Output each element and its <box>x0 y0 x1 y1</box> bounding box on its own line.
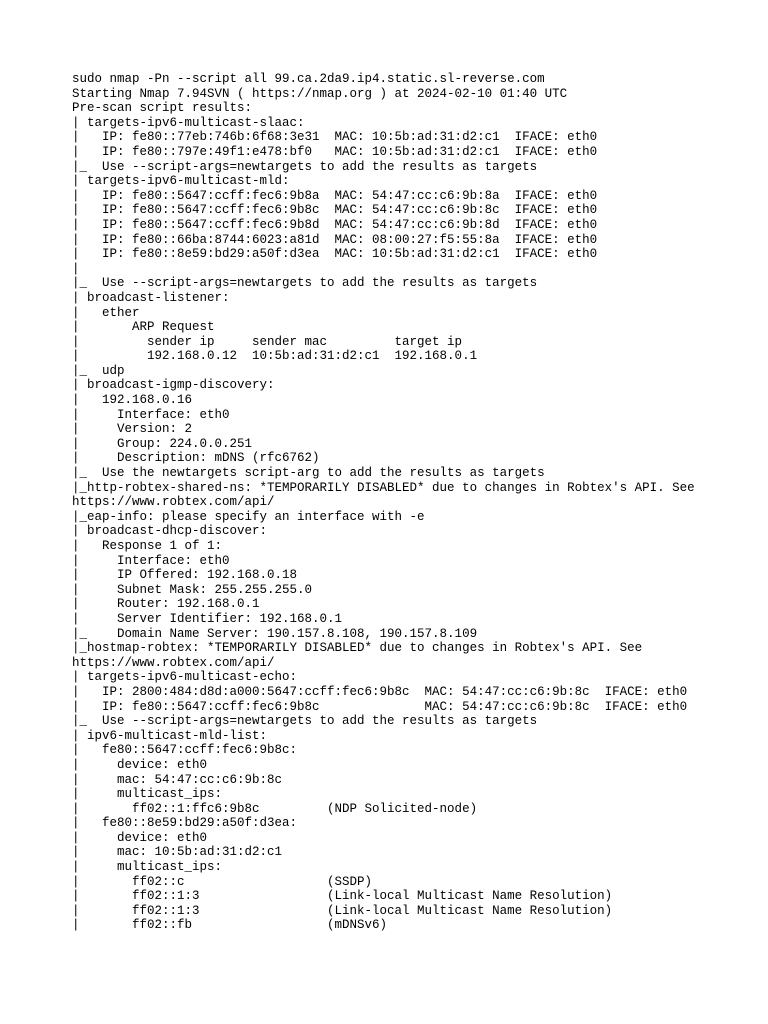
output-line: |_http-robtex-shared-ns: *TEMPORARILY DISABLED* due to changes in Robtex's API. See <box>72 480 695 495</box>
output-line: | targets-ipv6-multicast-slaac: <box>72 115 305 130</box>
output-line: https://www.robtex.com/api/ <box>72 655 275 670</box>
output-line: | broadcast-dhcp-discover: <box>72 524 268 539</box>
output-line: | IP: fe80::66ba:8744:6023:a81d MAC: 08:00:27:f5:55:8a IFACE: eth0 <box>72 232 598 247</box>
output-line: | IP: fe80::77eb:746b:6f68:3e31 MAC: 10:5b:ad:31:d2:c1 IFACE: eth0 <box>72 130 598 145</box>
output-line: | Router: 192.168.0.1 <box>72 597 260 612</box>
output-line: | Interface: eth0 <box>72 407 230 422</box>
output-line: | targets-ipv6-multicast-echo: <box>72 670 298 685</box>
output-line: | Subnet Mask: 255.255.255.0 <box>72 582 313 597</box>
output-line: | 192.168.0.16 <box>72 393 193 408</box>
output-line: | multicast_ips: <box>72 860 223 875</box>
output-line: | targets-ipv6-multicast-mld: <box>72 174 290 189</box>
output-line: |_ Use the newtargets script-arg to add the results as targets <box>72 466 545 481</box>
output-line: | IP: 2800:484:d8d:a000:5647:ccff:fec6:9b8c MAC: 54:47:cc:c6:9b:8c IFACE: eth0 <box>72 684 688 699</box>
output-line: |_eap-info: please specify an interface with -e <box>72 509 425 524</box>
output-line: | IP: fe80::5647:ccff:fec6:9b8d MAC: 54:47:cc:c6:9b:8d IFACE: eth0 <box>72 217 598 232</box>
output-line: | broadcast-listener: <box>72 290 230 305</box>
output-line: | IP: fe80::797e:49f1:e478:bf0 MAC: 10:5b:ad:31:d2:c1 IFACE: eth0 <box>72 144 598 159</box>
output-line: |_ udp <box>72 363 125 378</box>
output-line: | ipv6-multicast-mld-list: <box>72 728 268 743</box>
output-line: | Version: 2 <box>72 422 193 437</box>
output-line: | ff02::1:3 (Link-local Multicast Name Resolution) <box>72 889 613 904</box>
output-line: |_hostmap-robtex: *TEMPORARILY DISABLED* due to changes in Robtex's API. See <box>72 641 643 656</box>
output-line: | Server Identifier: 192.168.0.1 <box>72 611 343 626</box>
output-line: | mac: 10:5b:ad:31:d2:c1 <box>72 845 283 860</box>
output-line: |_ Use --script-args=newtargets to add the results as targets <box>72 276 538 291</box>
output-line: | fe80::5647:ccff:fec6:9b8c: <box>72 743 298 758</box>
output-line: | ether <box>72 305 140 320</box>
output-line: | fe80::8e59:bd29:a50f:d3ea: <box>72 816 298 831</box>
output-line: | 192.168.0.12 10:5b:ad:31:d2:c1 192.168.0.1 <box>72 349 478 364</box>
output-line: | ff02::fb (mDNSv6) <box>72 918 388 933</box>
output-line: | ff02::1:ffc6:9b8c (NDP Solicited-node) <box>72 801 478 816</box>
output-line: | IP: fe80::5647:ccff:fec6:9b8a MAC: 54:47:cc:c6:9b:8a IFACE: eth0 <box>72 188 598 203</box>
output-line: | ff02::1:3 (Link-local Multicast Name Resolution) <box>72 903 613 918</box>
output-line: https://www.robtex.com/api/ <box>72 495 275 510</box>
output-line: | Description: mDNS (rfc6762) <box>72 451 320 466</box>
output-line: | Response 1 of 1: <box>72 539 223 553</box>
output-line: Starting Nmap 7.94SVN ( https://nmap.org ) at 2024-02-10 01:40 UTC <box>72 86 568 101</box>
output-line: | IP: fe80::5647:ccff:fec6:9b8c MAC: 54:47:cc:c6:9b:8c IFACE: eth0 <box>72 203 598 218</box>
nmap-output-text <box>72 72 712 933</box>
output-line: | mac: 54:47:cc:c6:9b:8c <box>72 772 283 787</box>
output-line: | broadcast-igmp-discovery: <box>72 378 275 393</box>
output-line: |_ Domain Name Server: 190.157.8.108, 190.157.8.109 <box>72 626 478 641</box>
output-line: sudo nmap -Pn --script all 99.ca.2da9.ip4.static.sl-reverse.com <box>72 72 545 86</box>
output-line: | <box>72 261 80 276</box>
output-line: | device: eth0 <box>72 830 208 845</box>
output-line: |_ Use --script-args=newtargets to add the results as targets <box>72 714 538 729</box>
output-line: | Group: 224.0.0.251 <box>72 436 253 451</box>
output-line: |_ Use --script-args=newtargets to add the results as targets <box>72 159 538 174</box>
output-line: Pre-scan script results: <box>72 101 253 116</box>
output-line: | IP: fe80::8e59:bd29:a50f:d3ea MAC: 10:5b:ad:31:d2:c1 IFACE: eth0 <box>72 247 598 262</box>
output-line: | IP Offered: 192.168.0.18 <box>72 568 298 583</box>
output-line: | IP: fe80::5647:ccff:fec6:9b8c MAC: 54:47:cc:c6:9b:8c IFACE: eth0 <box>72 699 688 714</box>
output-line: | device: eth0 <box>72 757 208 772</box>
output-line: | sender ip sender mac target ip <box>72 334 463 349</box>
output-line: | multicast_ips: <box>72 787 223 802</box>
output-line: | ff02::c (SSDP) <box>72 874 373 889</box>
output-line: | Interface: eth0 <box>72 553 230 568</box>
output-line: | ARP Request <box>72 320 215 335</box>
